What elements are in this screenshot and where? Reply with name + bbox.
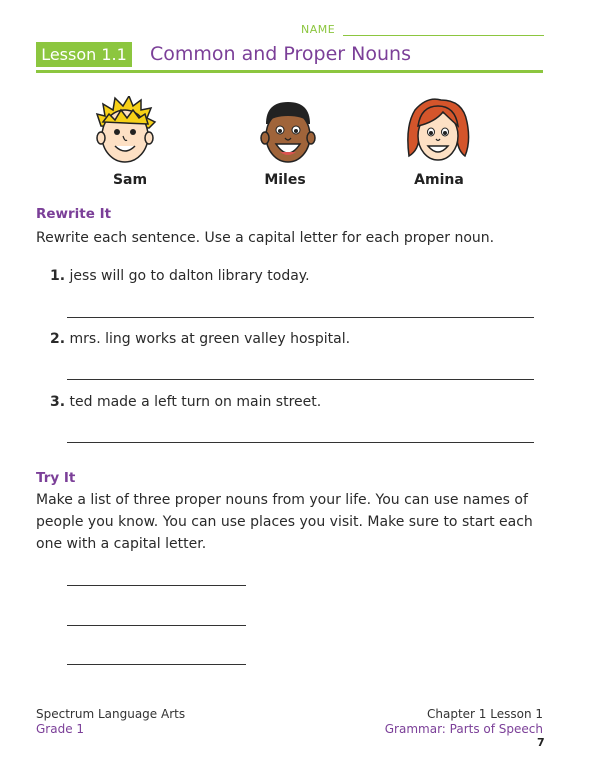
rewrite-item-2 [50,331,350,347]
header-rule [36,70,543,73]
page-number: 7 [537,736,545,749]
footer-grade: Grade 1 [36,722,85,736]
sam-face-illustration [93,96,157,172]
footer-topic: Grammar: Parts of Speech [384,722,543,736]
amina-face-illustration [405,96,471,172]
item-number: 3. [50,394,66,410]
rewrite-it-heading: Rewrite It [36,206,112,222]
proper-noun-line-2[interactable] [67,625,246,626]
item-sentence: jess will go to dalton library today. [69,268,310,284]
character-name-sam: Sam [112,172,148,188]
name-write-line[interactable] [343,35,544,36]
lesson-title: Common and Proper Nouns [150,43,411,65]
answer-line-3[interactable] [67,442,534,443]
item-number: 1. [50,268,66,284]
try-it-instructions: Make a list of three proper nouns from your life. You can use names of people you know. You can use places you visit. Make sure to start each one with a capital letter. [36,492,533,552]
lesson-badge: Lesson 1.1 [36,42,132,67]
proper-noun-line-1[interactable] [67,585,246,586]
name-label: NAME [301,23,336,36]
footer-book-title: Spectrum Language Arts [36,707,186,721]
character-name-amina: Amina [414,172,464,188]
item-sentence: ted made a left turn on main street. [69,394,322,410]
item-sentence: mrs. ling works at green valley hospital. [69,331,351,347]
character-name-miles: Miles [264,172,306,188]
rewrite-item-3 [50,394,321,410]
proper-noun-line-3[interactable] [67,664,246,665]
footer-chapter: Chapter 1 Lesson 1 [427,707,543,721]
answer-line-1[interactable] [67,317,534,318]
rewrite-instructions: Rewrite each sentence. Use a capital letter for each proper noun. [36,230,495,246]
try-it-heading: Try It [36,470,76,486]
miles-face-illustration [256,96,320,172]
answer-line-2[interactable] [67,379,534,380]
rewrite-item-1 [50,268,310,284]
item-number: 2. [50,331,66,347]
